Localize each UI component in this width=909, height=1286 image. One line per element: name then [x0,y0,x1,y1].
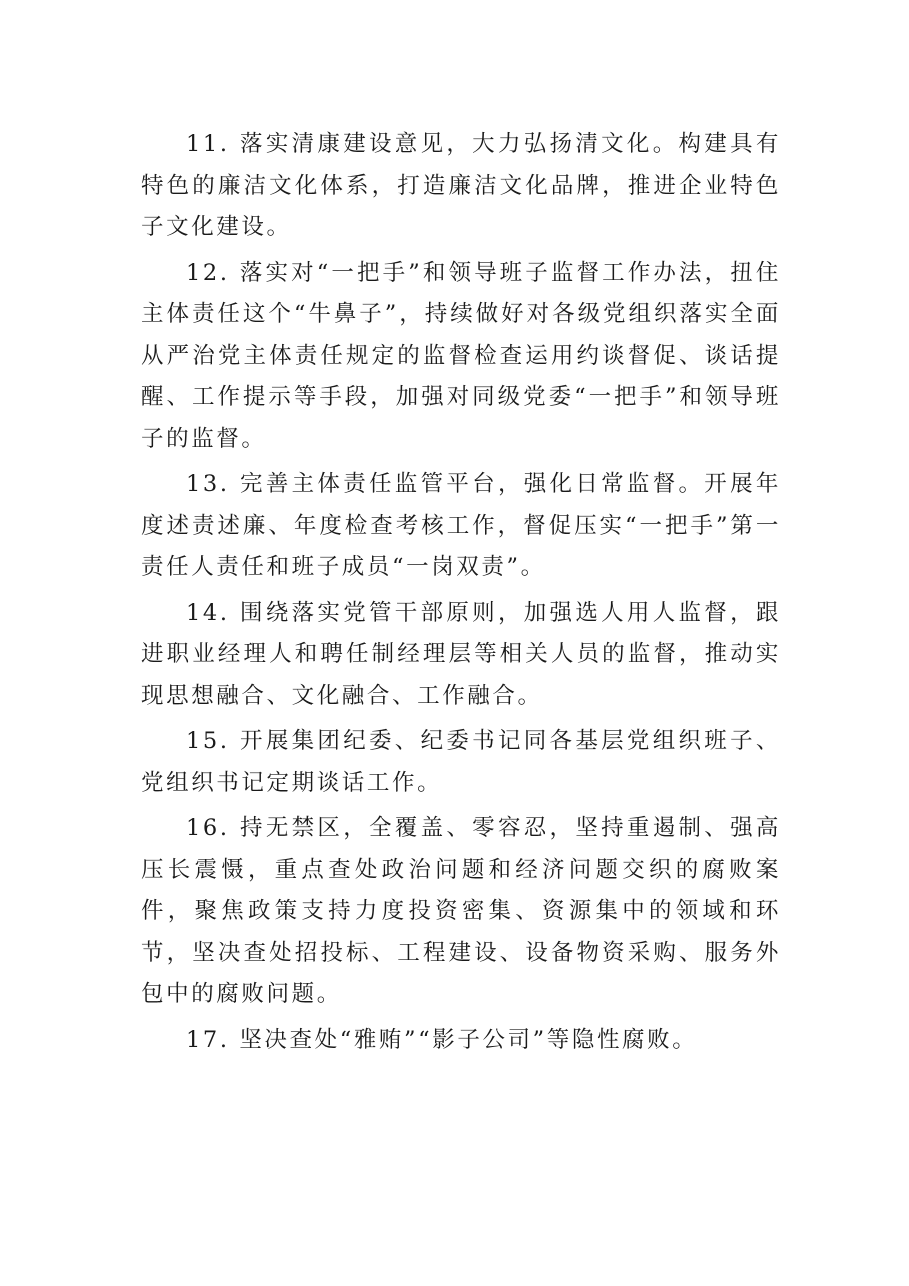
paragraph-17: 17. 坚决查处“雅贿”“影子公司”等隐性腐败。 [186,1026,698,1053]
paragraph-11: 11. 落实清康建设意见，大力弘扬清文化。构建具有特色的廉洁文化体系，打造廉洁文化品牌，推进企业特色子文化建设。 [141,131,781,240]
paragraph-15: 15. 开展集团纪委、纪委书记同各基层党组织班子、党组织书记定期谈话工作。 [141,728,781,796]
document-body [141,124,781,1065]
paragraph-16: 16. 持无禁区，全覆盖、零容忍，坚持重遏制、强高压长震慑，重点查处政治问题和经济问题交织的腐败案件，聚焦政策支持力度投资密集、资源集中的领域和环节，坚决查处招投标、工程建设、设备物资采购、服务外包中的腐败问题。 [141,815,781,1007]
paragraph-14: 14. 围绕落实党管干部原则，加强选人用人监督，跟进职业经理人和聘任制经理层等相关人员的监督，推动实现思想融合、文化融合、工作融合。 [141,599,781,709]
paragraph-13: 13. 完善主体责任监管平台，强化日常监督。开展年度述责述廉、年度检查考核工作，督促压实“一把手”第一责任人责任和班子成员“一岗双责”。 [141,471,781,580]
paragraph-12: 12. 落实对“一把手”和领导班子监督工作办法，扭住主体责任这个“牛鼻子”，持续做好对各级党组织落实全面从严治党主体责任规定的监督检查运用约谈督促、谈话提醒、工作提示等手段，加强对同级党委“一把手”和领导班子的监督。 [141,259,781,452]
